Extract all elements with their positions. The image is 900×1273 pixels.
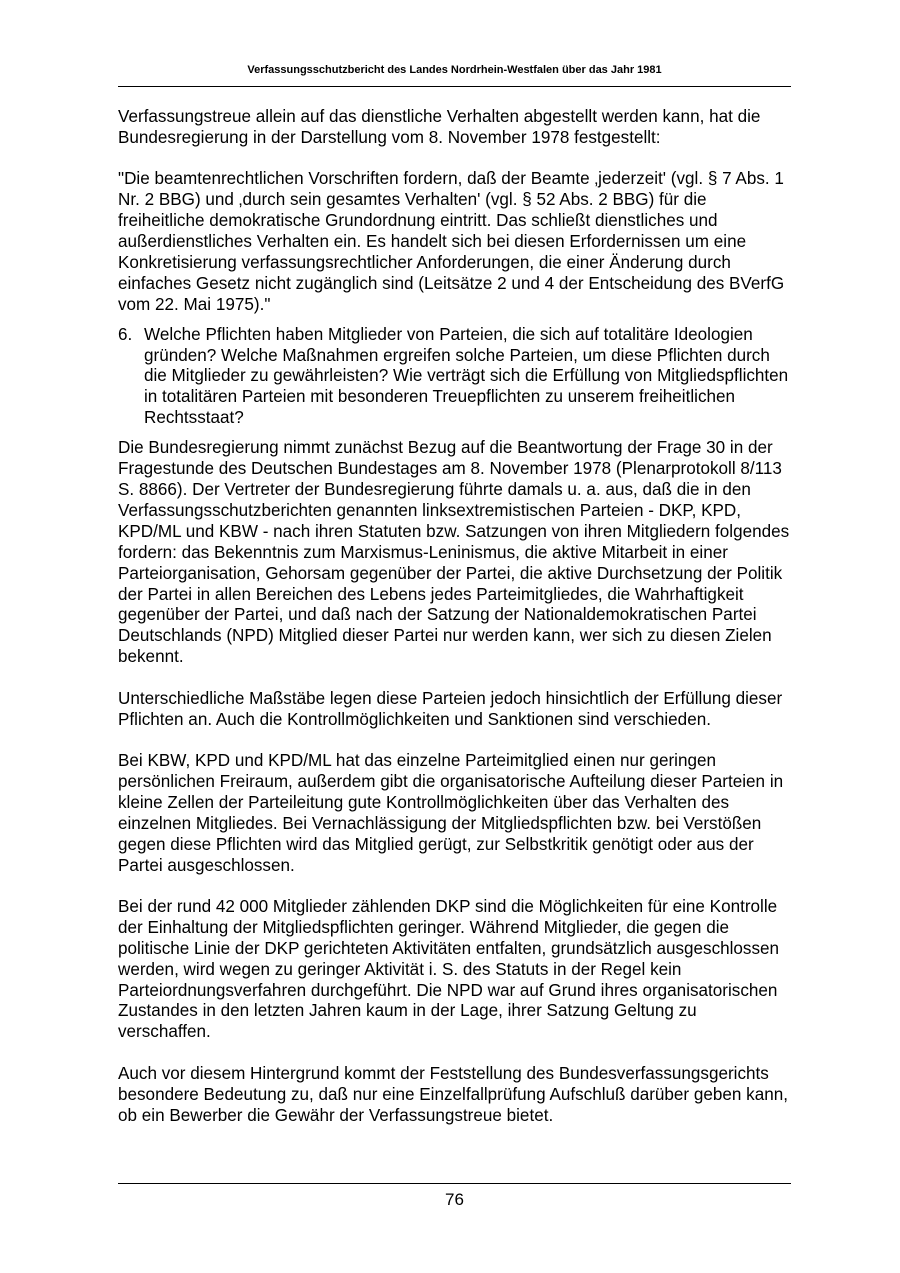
paragraph-answer-4: Bei der rund 42 000 Mitglieder zählenden DKP sind die Möglichkeiten für eine Kontrolle der Einhaltung der Mitgliedspflichten geringer. Während Mitglieder, die gegen die politische Linie der DKP gerichteten Aktivitäten entfalten, grundsätzlich ausgeschlossen werden, wird wegen zu geringer Aktivität i. S. des Statuts in der Regel kein Parteiordnungsverfahren durchgeführt. Die NPD war auf Grund ihres organisatorischen Zustandes in den letzten Jahren kaum in der Lage, ihrer Satzung Geltung zu verschaffen. xyxy=(118,896,780,1042)
footer-divider xyxy=(118,1183,791,1184)
paragraph-answer-1: Die Bundesregierung nimmt zunächst Bezug auf die Beantwortung der Frage 30 in der Fragestunde des Deutschen Bundestages am 8. November 1978 (Plenarprotokoll 8/113 S. 8866). Der Vertreter der Bundesregierung führte damals u. a. aus, daß die in den Verfassungsschutzberichten genannten linksextremistischen Parteien - DKP, KPD, KPD/ML und KBW - nach ihren Statuten bzw. Satzungen von ihren Mitgliedern folgendes fordern: das Bekenntnis zum Marxismus-Leninismus, die aktive Mitarbeit in einer Parteiorganisation, Gehorsam gegenüber der Partei, die aktive Durchsetzung der Politik der Partei in allen Bereichen des Lebens jedes Parteimitgliedes, die Wahrhaftigkeit gegenüber der Partei, und daß nach der Satzung der Nationaldemokratischen Partei Deutschlands (NPD) Mitglied dieser Partei nur werden kann, wer sich zu diesen Zielen bekennt. xyxy=(118,438,790,667)
header-divider xyxy=(118,86,791,87)
question-number: 6. xyxy=(118,324,133,344)
paragraph-intro: Verfassungstreue allein auf das dienstliche Verhalten abgestellt werden kann, hat die Bundesregierung in der Darstellung vom 8. November 1978 festgestellt: xyxy=(118,107,761,147)
question-text: Welche Pflichten haben Mitglieder von Parteien, die sich auf totalitäre Ideologien gründen? Welche Maßnahmen ergreifen solche Parteien, um diese Pflichten durch die Mitglieder zu gewährleisten? Wie verträgt sich die Erfüllung von Mitgliedspflichten in totalitären Parteien mit besonderen Treuepflichten zu unserem freiheitlichen Rechtsstaat? xyxy=(144,324,789,428)
page-number: 76 xyxy=(445,1190,464,1209)
paragraph-answer-3: Bei KBW, KPD und KPD/ML hat das einzelne Parteimitglied einen nur geringen persönlichen Freiraum, außerdem gibt die organisatorische Aufteilung dieser Parteien in kleine Zellen der Parteileitung gute Kontrollmöglichkeiten über das Verhalten des einzelnen Mitgliedes. Bei Vernachlässigung der Mitgliedspflichten bzw. bei Verstößen gegen diese Pflichten wird das Mitglied gerügt, zur Selbstkritik genötigt oder aus der Partei ausgeschlossen. xyxy=(118,750,784,875)
running-header: Verfassungsschutzbericht des Landes Nordrhein-Westfalen über das Jahr 1981 xyxy=(247,64,662,76)
numbered-question xyxy=(118,325,791,430)
paragraph-quote: "Die beamtenrechtlichen Vorschriften fordern, daß der Beamte ‚jederzeit' (vgl. § 7 Abs. 1 Nr. 2 BBG) und ‚durch sein gesamtes Verhalten' (vgl. § 52 Abs. 2 BBG) für die freiheitliche demokratische Grundordnung eintritt. Das schließt dienstliches und außerdienstliches Verhalten ein. Es handelt sich bei diesen Erfordernissen um eine Konkretisierung verfassungsrechtlicher Anforderungen, die einer Änderung durch einfaches Gesetz nicht zugänglich sind (Leitsätze 2 und 4 der Entscheidung des BVerfG vom 22. Mai 1975)." xyxy=(118,169,785,314)
body-text xyxy=(118,107,791,1126)
paragraph-answer-2: Unterschiedliche Maßstäbe legen diese Parteien jedoch hinsichtlich der Erfüllung dieser Pflichten an. Auch die Kontrollmöglichkeiten und Sanktionen sind verschieden. xyxy=(118,688,783,729)
paragraph-answer-5: Auch vor diesem Hintergrund kommt der Feststellung des Bundesverfassungsgerichts besondere Bedeutung zu, daß nur eine Einzelfallprüfung Aufschluß darüber geben kann, ob ein Bewerber die Gewähr der Verfassungstreue bietet. xyxy=(118,1063,788,1125)
